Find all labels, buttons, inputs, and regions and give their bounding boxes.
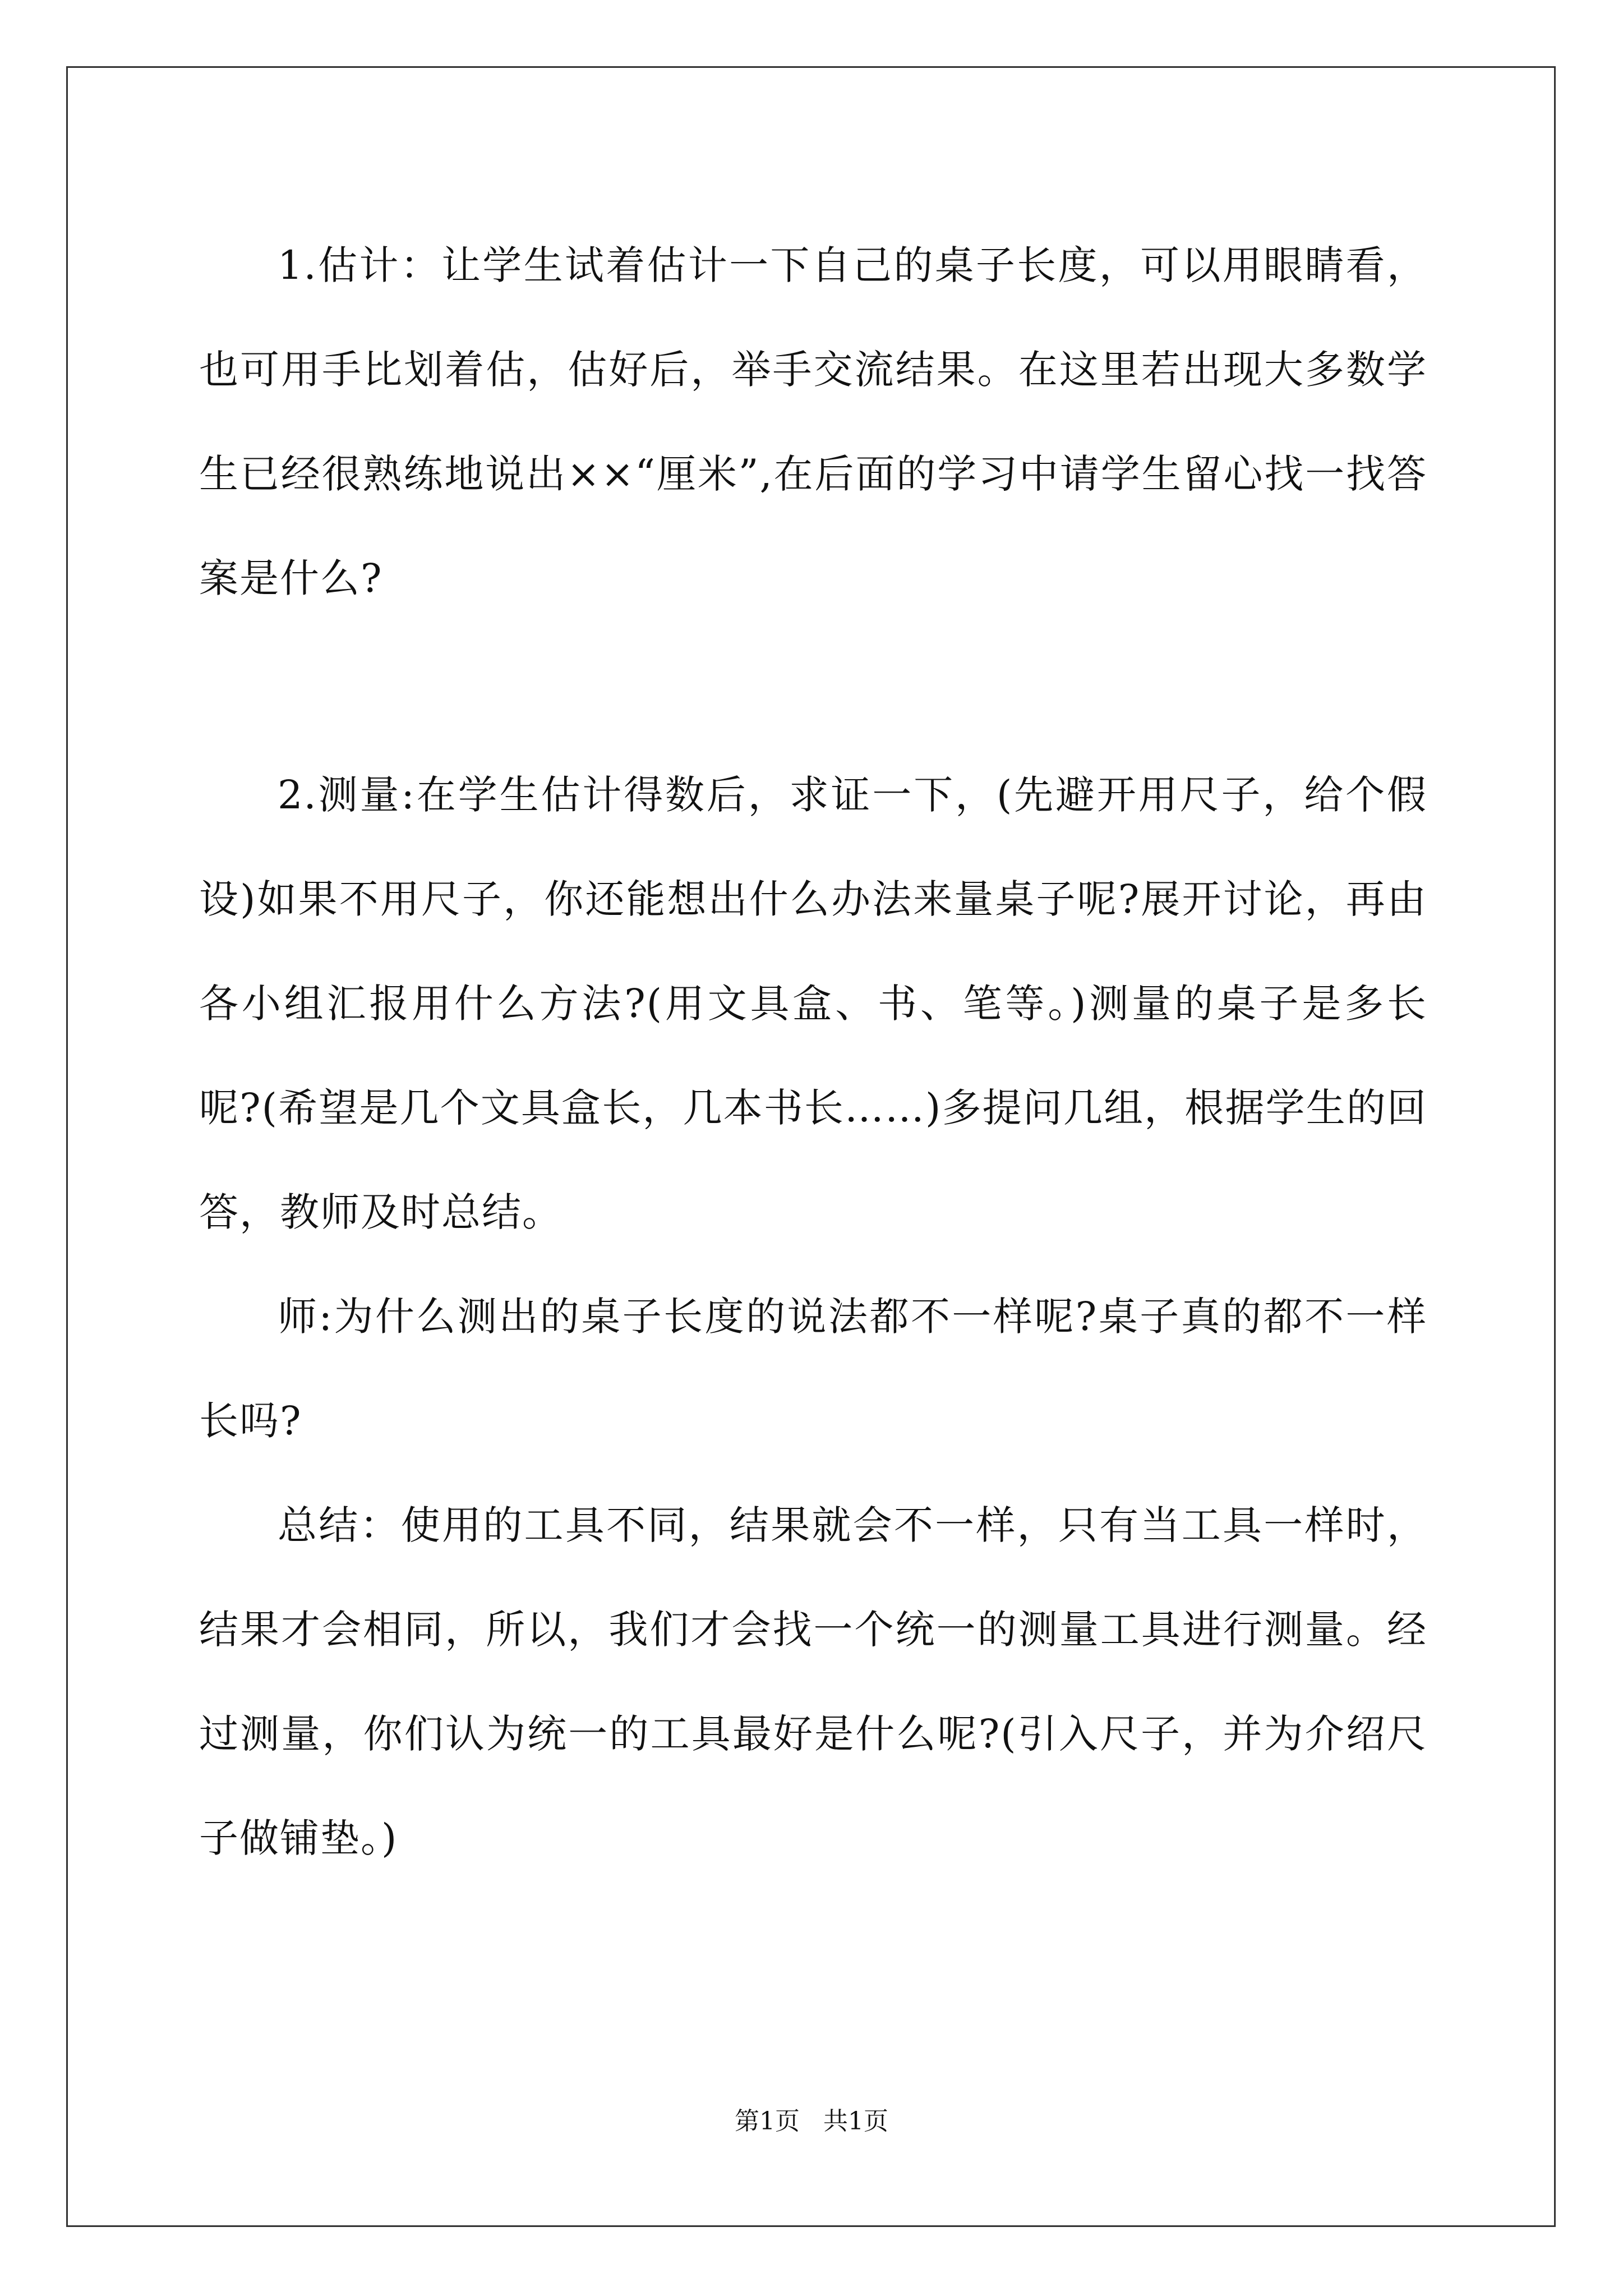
paragraph-estimate: 1.估计：让学生试着估计一下自己的桌子长度，可以用眼睛看，也可用手比划着估，估好后，举手交流结果。在这里若出现大多数学生已经很熟练地说出××“厘米”,在后面的学习中请学生留心找一找答案是什么? (199, 242, 1427, 601)
paragraph-teacher-question: 师:为什么测出的桌子长度的说法都不一样呢?桌子真的都不一样长吗? (199, 1294, 1427, 1444)
document-body (199, 213, 1427, 1890)
paragraph-measure: 2.测量:在学生估计得数后，求证一下，(先避开用尺子，给个假设)如果不用尺子，你还能想出什么办法来量桌子呢?展开讨论，再由各小组汇报用什么方法?(用文具盒、书、笔等。)测量的桌子是多长呢?(希望是几个文具盒长，几本书长……)多提问几组，根据学生的回答，教师及时总结。 (199, 772, 1427, 1235)
page-number-footer: 第1页 共1页 (735, 2107, 888, 2136)
paragraph-summary: 总结：使用的工具不同，结果就会不一样，只有当工具一样时，结果才会相同，所以，我们才会找一个统一的测量工具进行测量。经过测量，你们认为统一的工具最好是什么呢?(引入尺子，并为介绍尺子做铺垫。) (199, 1502, 1427, 1861)
paragraph-spacer (199, 631, 1427, 743)
